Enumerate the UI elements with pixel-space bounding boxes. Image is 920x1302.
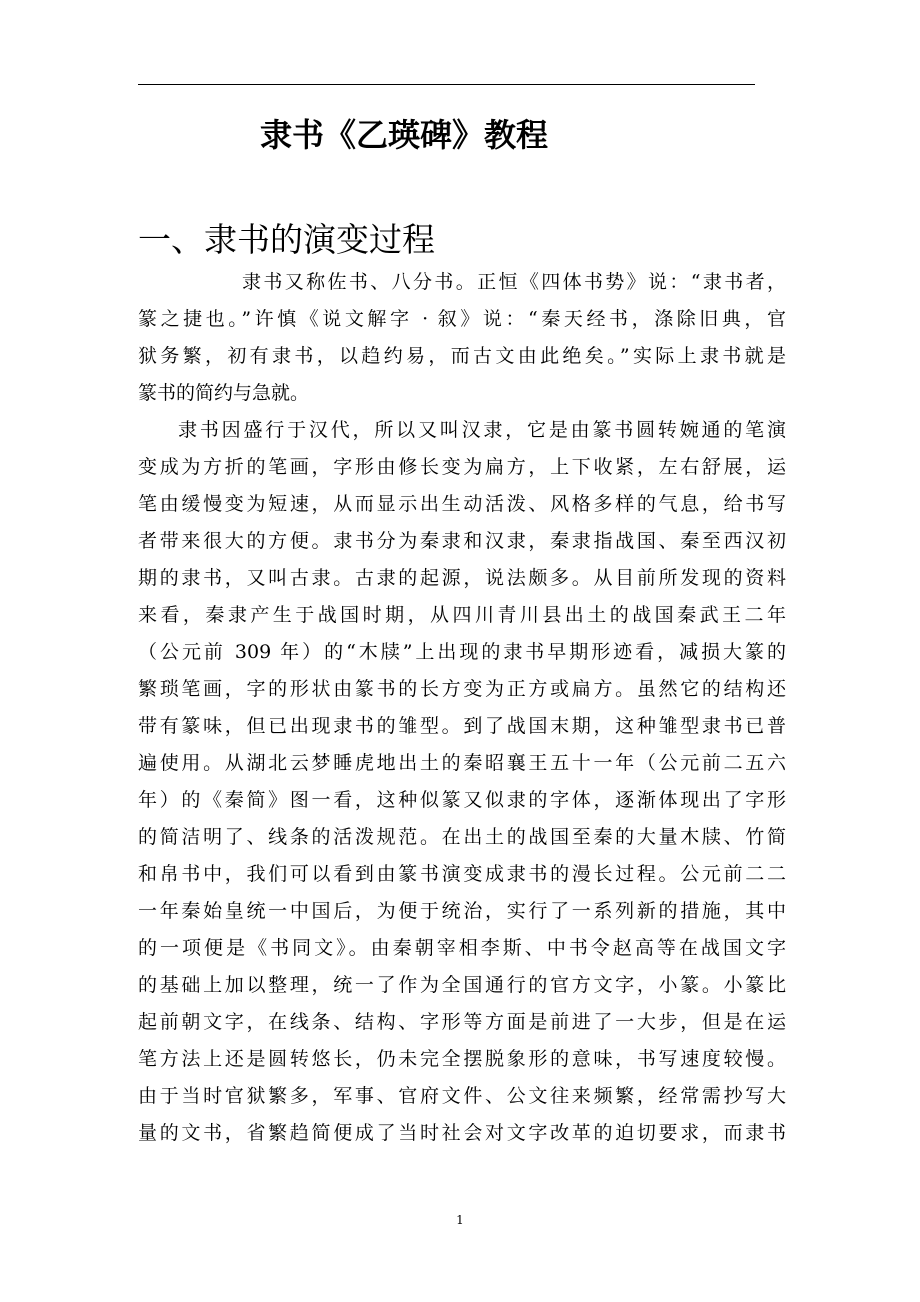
paragraph-line: 年）的《秦简》图一看，这种似篆又似隶的字体，逐渐体现出了字形 bbox=[138, 789, 786, 811]
paragraph-line: 隶书又称佐书、八分书。正恒《四体书势》说：“隶书者， bbox=[242, 271, 786, 293]
paragraph-1 bbox=[138, 264, 786, 412]
paragraph-line: 篆书的简约与急就。 bbox=[138, 382, 310, 404]
paragraph-line: 笔由缓慢变为短速，从而显示出生动活泼、风格多样的气息，给书写 bbox=[138, 493, 786, 515]
paragraph-line: 量的文书，省繁趋简便成了当时社会对文字改革的迫切要求，而隶书 bbox=[138, 1122, 786, 1144]
page-number: 1 bbox=[456, 1213, 464, 1227]
section-heading: 一、隶书的演变过程 bbox=[138, 220, 435, 259]
paragraph-line: 笔方法上还是圆转悠长，仍未完全摆脱象形的意味，书写速度较慢。 bbox=[138, 1048, 786, 1070]
paragraph-line: 期的隶书，又叫古隶。古隶的起源，说法颇多。从目前所发现的资料 bbox=[138, 567, 786, 589]
header-rule bbox=[138, 84, 755, 85]
paragraph-line: 者带来很大的方便。隶书分为秦隶和汉隶，秦隶指战国、秦至西汉初 bbox=[138, 530, 786, 552]
paragraph-line: 一年秦始皇统一中国后，为便于统治，实行了一系列新的措施，其中 bbox=[138, 900, 786, 922]
paragraph-line: （公元前 309 年）的“木牍”上出现的隶书早期形迹看，减损大篆的 bbox=[138, 641, 786, 663]
paragraph-2 bbox=[138, 412, 786, 1152]
paragraph-line: 的一项便是《书同文》。由秦朝宰相李斯、中书令赵高等在战国文字 bbox=[138, 937, 786, 959]
body-text bbox=[138, 264, 786, 1152]
paragraph-line: 和帛书中，我们可以看到由篆书演变成隶书的漫长过程。公元前二二 bbox=[138, 863, 786, 885]
paragraph-line: 的基础上加以整理，统一了作为全国通行的官方文字，小篆。小篆比 bbox=[138, 974, 786, 996]
paragraph-line: 篆之捷也。”许慎《说文解字 · 叙》说：“秦天经书，涤除旧典，官 bbox=[138, 308, 786, 330]
paragraph-line: 遍使用。从湖北云梦睡虎地出土的秦昭襄王五十一年（公元前二五六 bbox=[138, 752, 786, 774]
paragraph-line: 变成为方折的笔画，字形由修长变为扁方，上下收紧，左右舒展，运 bbox=[138, 456, 786, 478]
paragraph-line: 繁琐笔画，字的形状由篆书的长方变为正方或扁方。虽然它的结构还 bbox=[138, 678, 786, 700]
document-title: 隶书《乙瑛碑》教程 bbox=[260, 116, 549, 154]
paragraph-line: 的简洁明了、线条的活泼规范。在出土的战国至秦的大量木牍、竹简 bbox=[138, 826, 786, 848]
paragraph-line: 带有篆味，但已出现隶书的雏型。到了战国末期，这种雏型隶书已普 bbox=[138, 715, 786, 737]
paragraph-line: 隶书因盛行于汉代，所以又叫汉隶，它是由篆书圆转婉通的笔演 bbox=[178, 419, 786, 441]
paragraph-line: 狱务繁，初有隶书，以趋约易，而古文由此绝矣。”实际上隶书就是 bbox=[138, 345, 786, 367]
paragraph-line: 起前朝文字，在线条、结构、字形等方面是前进了一大步，但是在运 bbox=[138, 1011, 786, 1033]
paragraph-line: 来看，秦隶产生于战国时期，从四川青川县出土的战国秦武王二年 bbox=[138, 604, 786, 626]
paragraph-line: 由于当时官狱繁多，军事、官府文件、公文往来频繁，经常需抄写大 bbox=[138, 1085, 786, 1107]
